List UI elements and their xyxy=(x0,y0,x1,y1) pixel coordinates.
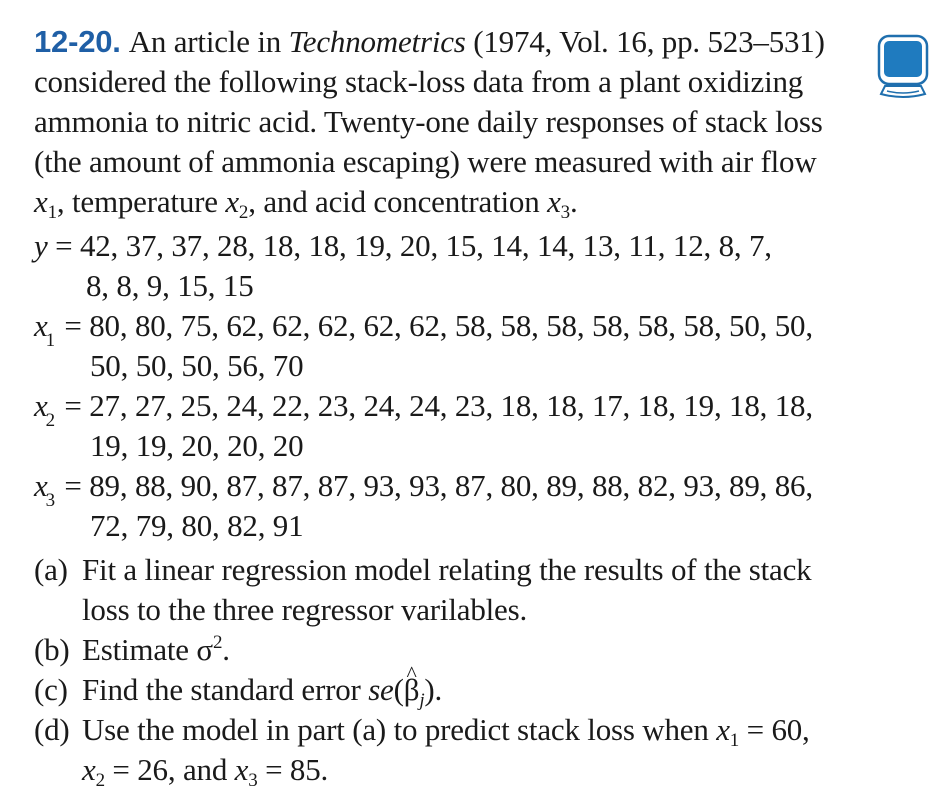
x1-values-1: = 80, 80, 75, 62, 62, 62, 62, 62, 58, 58, 58, 58, 58, 58, 50, 50, xyxy=(56,308,813,343)
intro-post: (1974, Vol. 16, pp. 523–531) xyxy=(465,24,825,59)
journal-name: Technometrics xyxy=(288,24,466,59)
part-a-label: (a) xyxy=(34,552,68,587)
problem-line-2: considered the following stack-loss data from a plant oxidizing xyxy=(34,64,804,99)
x1-data-line-2: 50, 50, 50, 56, 70 xyxy=(90,348,304,383)
x3-data-line-1: $x_3 = 89$, 88, 90, 87, 87, 87, 93, 93, 87, 80, 89, 88, 82, 93, 89, 86, xyxy=(34,468,813,511)
part-b-label: (b) xyxy=(34,632,70,667)
part-a-text-1: Fit a linear regression model relating the results of the stack xyxy=(82,552,812,587)
x2-data-line-1: $x_2 = 27$, 27, 25, 24, 22, 23, 24, 24, 23, 18, 18, 17, 18, 19, 18, 18, xyxy=(34,388,813,431)
problem-line-5: $x_1$, temperature $x_2$, and acid concentration $x_3$. xyxy=(34,184,578,223)
part-a-text-2: loss to the three regressor varilables. xyxy=(82,592,527,627)
problem-number: 12-20. xyxy=(34,24,121,59)
computer-monitor-icon xyxy=(877,34,929,100)
part-c-label: (c) xyxy=(34,672,68,707)
problem-line-4: (the amount of ammonia escaping) were measured with air flow xyxy=(34,144,817,179)
y-label: y xyxy=(34,228,48,263)
x1-data-line-1: $x_1 = 80$, 80, 75, 62, 62, 62, 62, 62, 58, 58, 58, 58, 58, 58, 50, 50, xyxy=(34,308,813,351)
intro-pre: An article in xyxy=(128,24,289,59)
x2-values-1: = 27, 27, 25, 24, 22, 23, 24, 24, 23, 18, 18, 17, 18, 19, 18, 18, xyxy=(56,388,813,423)
y-data-line-2: 8, 8, 9, 15, 15 xyxy=(86,268,254,303)
part-d-label: (d) xyxy=(34,712,70,747)
x3-data-line-2: 72, 79, 80, 82, 91 xyxy=(90,508,304,543)
y-values-1: = 42, 37, 37, 28, 18, 18, 19, 20, 15, 14, 14, 13, 11, 12, 8, 7, xyxy=(47,228,772,263)
line5-b: , and acid concentration xyxy=(248,184,548,219)
line5-c: . xyxy=(569,184,578,219)
x2-data-line-2: 19, 19, 20, 20, 20 xyxy=(90,428,304,463)
part-c-text: Find the standard error se(^ $\beta_j$). xyxy=(82,670,442,710)
problem-line-1 xyxy=(34,22,825,62)
y-data-line-1 xyxy=(34,226,772,266)
problem-line-3: ammonia to nitric acid. Twenty-one daily responses of stack loss xyxy=(34,104,823,139)
part-a-line-1 xyxy=(34,550,68,590)
beta-hat: ^ β xyxy=(404,670,420,710)
x3-values-1: = 89, 88, 90, 87, 87, 87, 93, 93, 87, 80, 89, 88, 82, 93, 89, 86, xyxy=(56,468,813,503)
part-d-text-1: Use the model in part (a) to predict stack loss when $x_1 = 60$, xyxy=(82,712,810,751)
line5-a: , temperature xyxy=(56,184,226,219)
part-b-text: Estimate $\sigma^2$. xyxy=(82,632,230,667)
part-d-text-2: $x_2 = 26$, and $x_3 = 85$. xyxy=(82,752,329,791)
